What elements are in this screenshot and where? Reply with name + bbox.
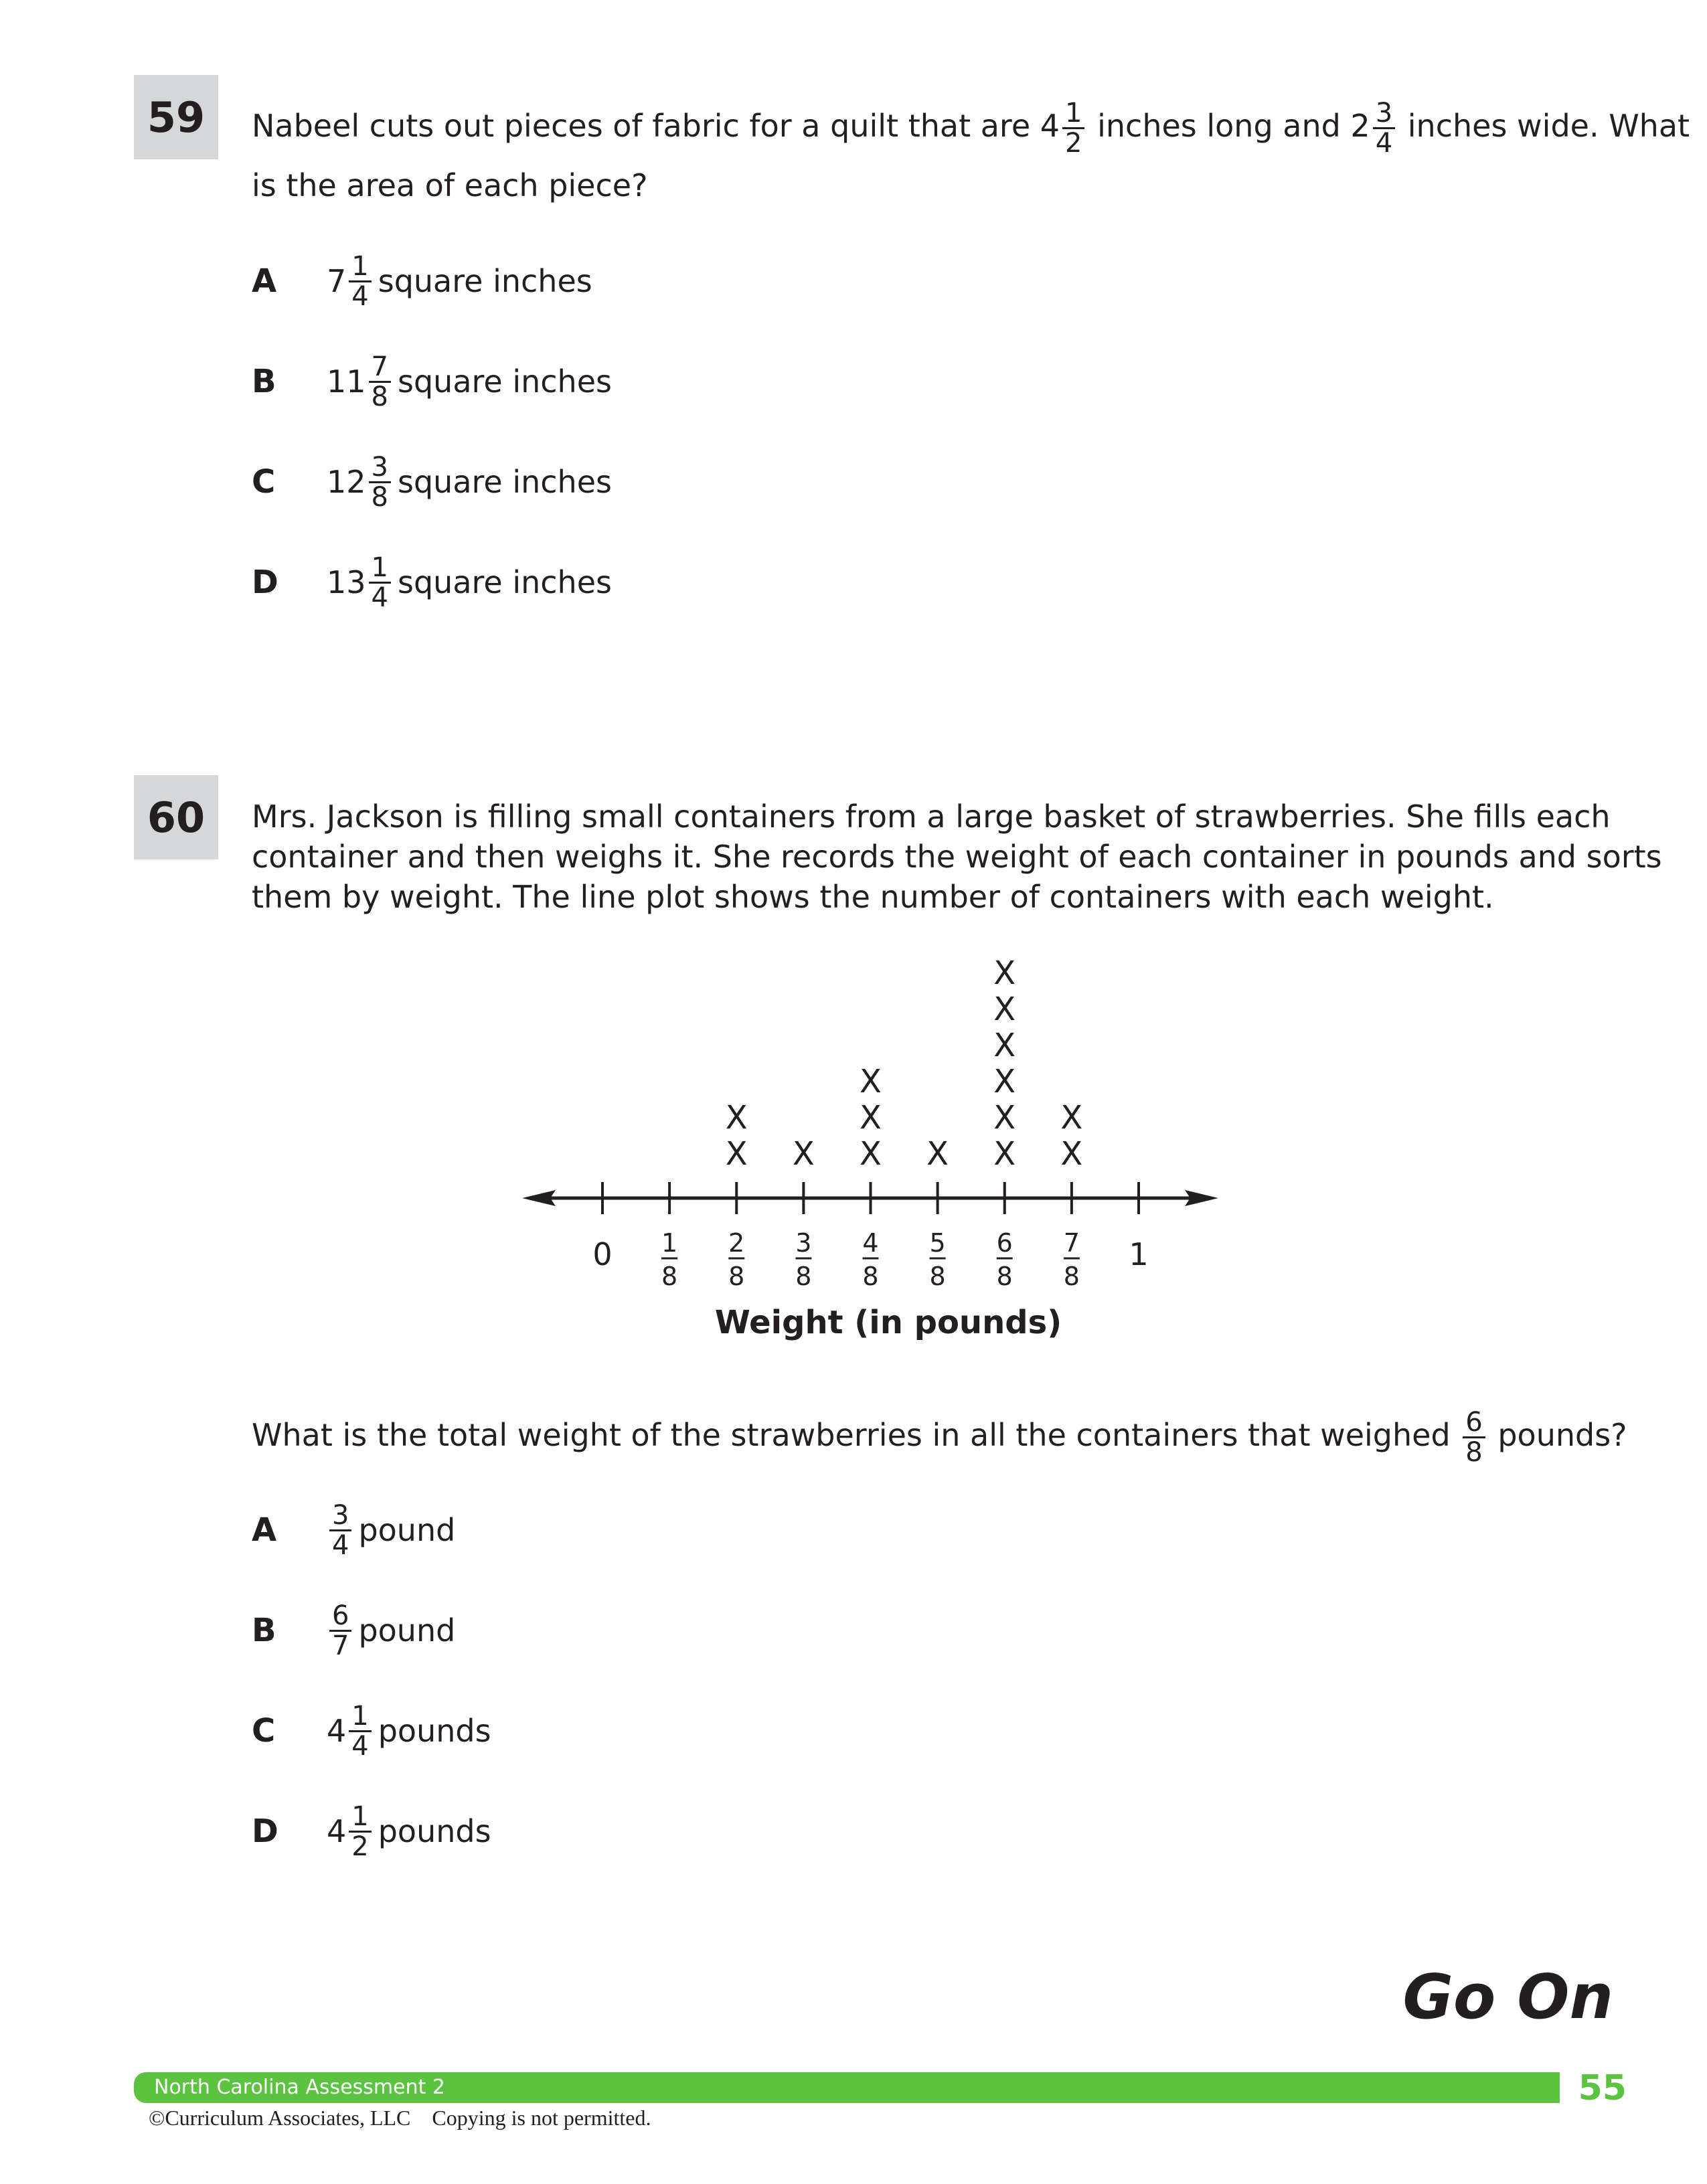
choice-denominator: 4: [371, 582, 388, 613]
choice-letter: A: [252, 262, 277, 300]
svg-text:4: 4: [862, 1228, 879, 1258]
choice-value: [327, 353, 612, 411]
choice-whole: 11: [327, 363, 366, 400]
svg-text:7: 7: [1063, 1228, 1080, 1258]
choice-numerator: 1: [369, 554, 391, 584]
data-mark-x: X: [993, 1063, 1016, 1100]
choice-unit: square inches: [398, 363, 612, 400]
choice-whole: 4: [327, 1813, 347, 1849]
svg-text:3: 3: [795, 1228, 812, 1258]
q60-choice-a[interactable]: [252, 1497, 455, 1564]
tick-label: [728, 1228, 744, 1291]
svg-text:6: 6: [996, 1228, 1013, 1258]
q59-choice-a[interactable]: [252, 248, 592, 315]
choice-fraction: [369, 353, 391, 411]
choice-numerator: 3: [369, 453, 391, 483]
data-mark-x: X: [725, 1099, 748, 1137]
choice-whole: 7: [327, 263, 347, 299]
choice-numerator: 6: [329, 1602, 351, 1632]
choice-whole: 12: [327, 464, 366, 500]
data-mark-x: X: [860, 1063, 882, 1100]
svg-text:8: 8: [661, 1262, 678, 1291]
choice-denominator: 4: [351, 1730, 369, 1762]
choice-numerator: 7: [369, 353, 391, 383]
choice-letter: D: [252, 564, 278, 601]
choice-letter: C: [252, 463, 276, 501]
data-mark-x: X: [993, 954, 1016, 992]
choice-value: [327, 453, 612, 511]
question-60-line2: container and then weighs it. She records the weight of each container in pounds and sorts: [252, 839, 1662, 875]
tick-label: [997, 1228, 1013, 1291]
choice-letter: C: [252, 1712, 276, 1750]
fraction-length: $\frac{1}{2}$: [1062, 99, 1084, 157]
x-axis-label: Weight (in pounds): [714, 1304, 1062, 1341]
q59-choice-b[interactable]: [252, 348, 612, 415]
choice-value: [327, 1802, 491, 1861]
svg-text:1: 1: [661, 1228, 678, 1258]
choice-letter: A: [252, 1511, 277, 1549]
question-number-60: 60: [134, 775, 218, 859]
question-59-text: [252, 99, 1690, 205]
question-60-line3: them by weight. The line plot shows the number of containers with each weight.: [252, 879, 1494, 915]
choice-unit: pound: [358, 1512, 456, 1548]
svg-text:8: 8: [929, 1262, 946, 1291]
choice-unit: square inches: [378, 263, 592, 299]
svg-text:8: 8: [728, 1262, 745, 1291]
data-mark-x: X: [725, 1135, 748, 1173]
question-60-prompt: What is the total weight of the strawberries in all the containers that weighed $\frac{6}{8}$ pounds?: [252, 1407, 1627, 1468]
line-plot: [509, 944, 1232, 1359]
data-mark-x: X: [860, 1099, 882, 1137]
choice-fraction: [369, 554, 391, 612]
choice-value: [327, 1702, 491, 1760]
q60-choice-d[interactable]: [252, 1798, 491, 1865]
choice-denominator: 7: [332, 1630, 349, 1661]
data-mark-x: X: [1060, 1135, 1083, 1173]
choice-unit: pounds: [378, 1713, 491, 1749]
svg-text:8: 8: [795, 1262, 812, 1291]
choice-letter: B: [252, 1612, 276, 1649]
choice-numerator: 1: [349, 252, 371, 282]
data-mark-x: X: [993, 1099, 1016, 1137]
data-mark-x: X: [993, 991, 1016, 1028]
choice-whole: 13: [327, 564, 366, 600]
choice-letter: D: [252, 1813, 278, 1850]
tick-label: [862, 1228, 878, 1291]
data-mark-x: X: [926, 1135, 949, 1173]
assessment-name: North Carolina Assessment 2: [154, 2076, 445, 2099]
question-60-text: [252, 796, 1662, 917]
footer-bar: [134, 2072, 1560, 2103]
question-number-59: 59: [134, 75, 218, 159]
choice-value: [327, 554, 612, 612]
svg-text:8: 8: [996, 1262, 1013, 1291]
fraction-width: $\frac{3}{4}$: [1373, 99, 1395, 157]
question-60-line1: Mrs. Jackson is filling small containers from a large basket of strawberries. She fills each: [252, 799, 1611, 835]
go-on-label: Go On: [1402, 1961, 1613, 2033]
choice-denominator: 4: [332, 1529, 349, 1561]
svg-text:8: 8: [1063, 1262, 1080, 1291]
q59-choice-d[interactable]: [252, 549, 612, 616]
q60-choice-c[interactable]: [252, 1697, 491, 1764]
choice-value: [327, 1501, 455, 1560]
svg-text:5: 5: [929, 1228, 946, 1258]
choice-whole: 4: [327, 1713, 347, 1749]
data-mark-x: X: [1060, 1099, 1083, 1137]
question-59-line1: Nabeel cuts out pieces of fabric for a quilt that are 4 $\frac{1}{2}$ inches long and 2 $\frac{3}{4}$ inches wide. What: [252, 98, 1690, 159]
tick-label: [661, 1228, 677, 1291]
choice-unit: square inches: [398, 464, 612, 500]
choice-fraction: [349, 1702, 371, 1760]
choice-fraction: [349, 252, 371, 311]
data-mark-x: X: [993, 1027, 1016, 1064]
choice-denominator: 8: [371, 381, 388, 412]
choice-fraction: [329, 1602, 351, 1660]
choice-unit: square inches: [398, 564, 612, 600]
fraction-six-eighths: $\frac{6}{8}$: [1463, 1408, 1485, 1466]
choice-numerator: 1: [349, 1702, 371, 1732]
copyright-notice: ©Curriculum Associates, LLC Copying is not permitted.: [149, 2106, 651, 2130]
choice-numerator: 1: [349, 1802, 371, 1833]
question-59-line2: is the area of each piece?: [252, 167, 648, 203]
choice-unit: pounds: [378, 1813, 491, 1849]
tick-label: [795, 1228, 811, 1291]
svg-text:2: 2: [728, 1228, 745, 1258]
choice-denominator: 4: [351, 280, 369, 312]
tick-label: 1: [1129, 1236, 1149, 1272]
data-mark-x: X: [993, 1135, 1016, 1173]
q60-choice-b[interactable]: [252, 1597, 455, 1664]
page-number: 55: [1578, 2068, 1627, 2108]
choice-fraction: [369, 453, 391, 511]
choice-denominator: 8: [371, 481, 388, 513]
choice-fraction: [329, 1501, 351, 1560]
choice-value: [327, 252, 592, 311]
choice-numerator: 3: [329, 1501, 351, 1531]
data-mark-x: X: [860, 1135, 882, 1173]
svg-text:8: 8: [862, 1262, 879, 1291]
choice-value: [327, 1602, 455, 1660]
choice-fraction: [349, 1802, 371, 1861]
choice-denominator: 2: [351, 1831, 369, 1862]
tick-label: 0: [592, 1236, 613, 1272]
q59-choice-c[interactable]: [252, 448, 612, 515]
choice-letter: B: [252, 363, 276, 400]
tick-label: [930, 1228, 946, 1291]
tick-label: [1064, 1228, 1080, 1291]
data-mark-x: X: [792, 1135, 815, 1173]
choice-unit: pound: [358, 1612, 456, 1649]
